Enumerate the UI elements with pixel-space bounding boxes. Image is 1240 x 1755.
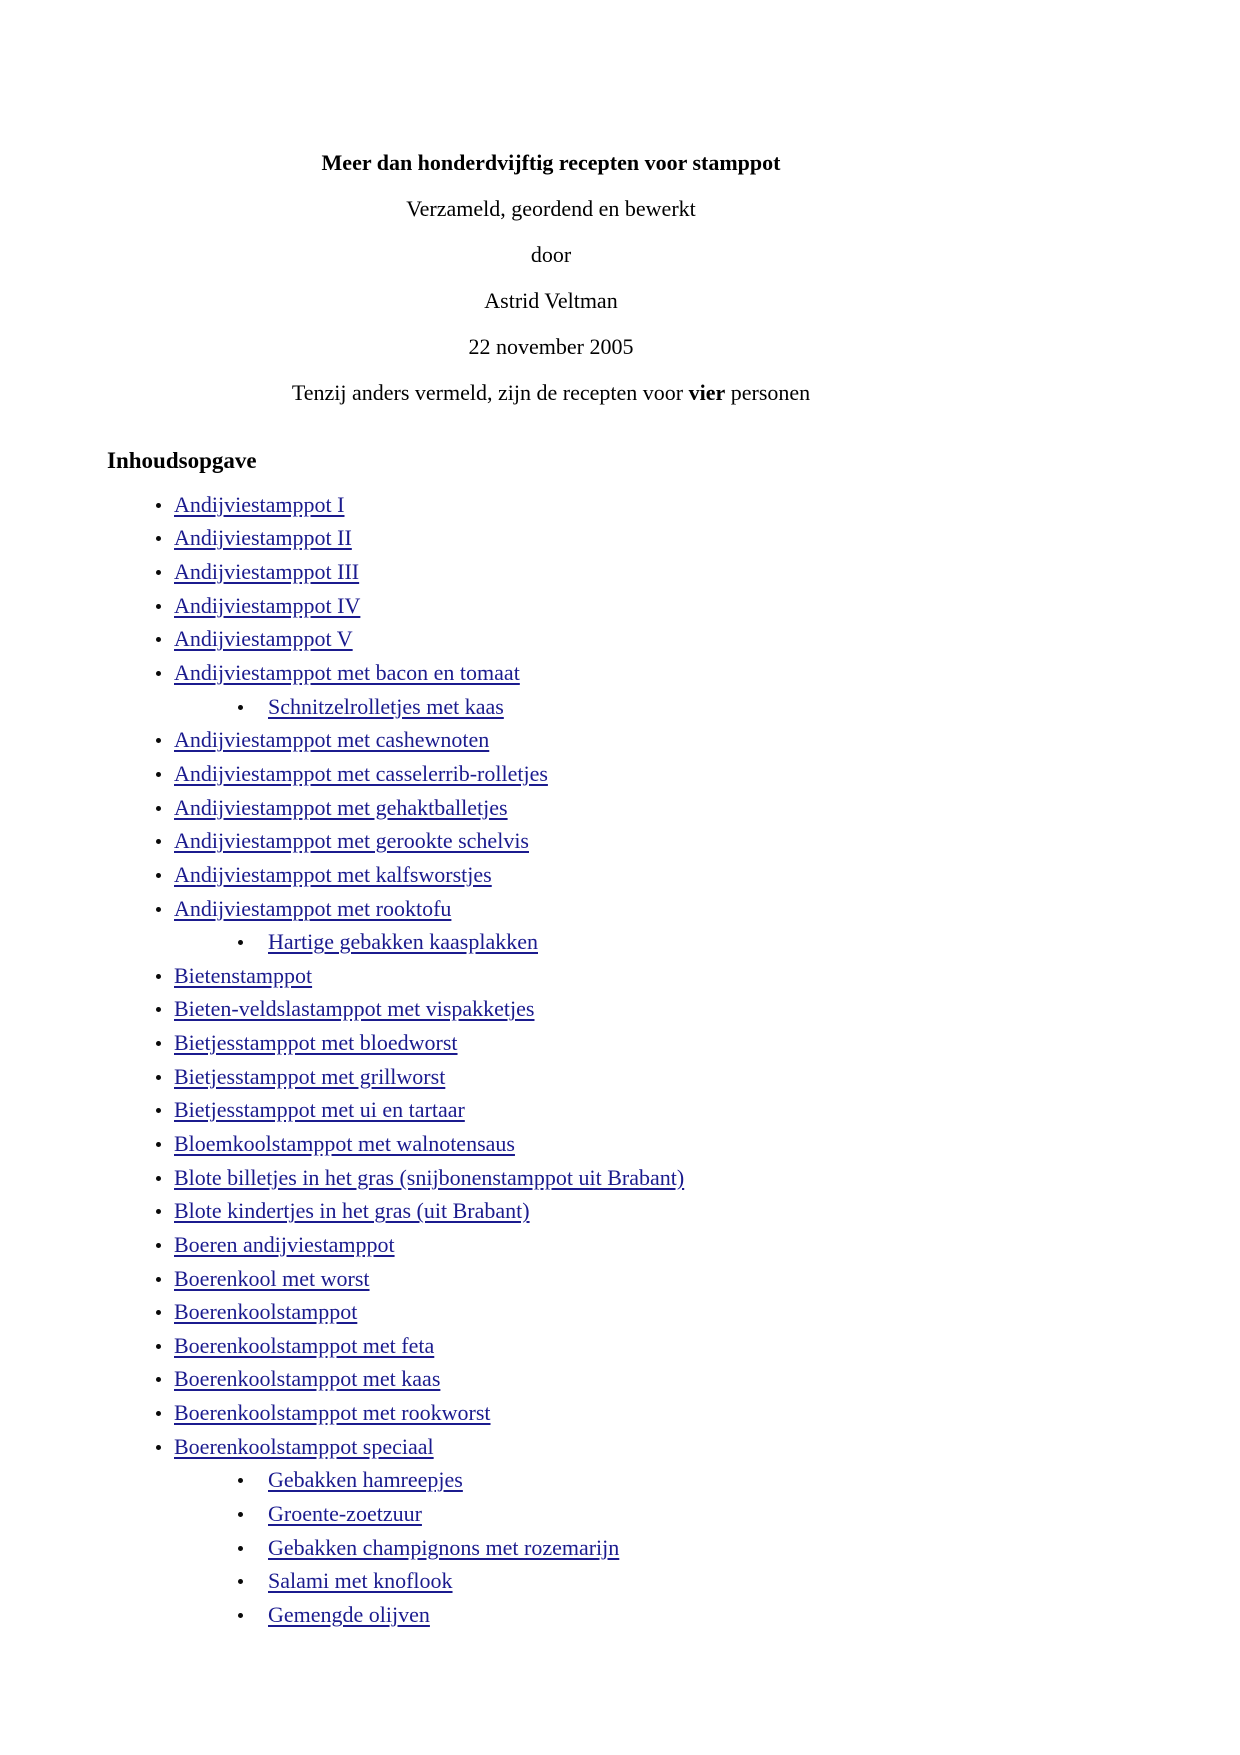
bullet-icon	[156, 1243, 161, 1248]
author-name: Astrid Veltman	[484, 288, 618, 313]
bullet-icon	[156, 1344, 161, 1349]
bullet-icon	[238, 705, 243, 710]
toc-item	[105, 1094, 997, 1128]
toc-item	[105, 1565, 997, 1599]
toc-link[interactable]: Boerenkoolstamppot met feta	[174, 1332, 435, 1358]
toc-item	[105, 1262, 997, 1296]
toc-link[interactable]: Andijviestamppot met cashewnoten	[174, 727, 490, 753]
bullet-icon	[156, 570, 161, 575]
document-subtitle: Verzameld, geordend en bewerkt	[406, 196, 696, 221]
document-page	[105, 0, 997, 1632]
toc-link[interactable]: Boerenkoolstamppot	[174, 1299, 358, 1325]
bullet-icon	[156, 1007, 161, 1012]
toc-link[interactable]: Bieten-veldslastamppot met vispakketjes	[174, 996, 535, 1022]
document-header	[105, 0, 997, 416]
bullet-icon	[156, 1310, 161, 1315]
serving-note-prefix: Tenzij anders vermeld, zijn de recepten voor	[291, 380, 689, 405]
toc-link[interactable]: Andijviestamppot met casselerrib-rolletjes	[174, 760, 548, 786]
document-date: 22 november 2005	[468, 334, 634, 359]
toc-item	[105, 1161, 997, 1195]
serving-note	[105, 370, 997, 416]
toc-link[interactable]: Bietjesstamppot met bloedworst	[174, 1030, 458, 1056]
toc-link[interactable]: Andijviestamppot V	[174, 626, 353, 652]
toc-item	[105, 1228, 997, 1262]
toc-item	[105, 824, 997, 858]
bullet-icon	[238, 940, 243, 945]
toc-item	[105, 656, 997, 690]
toc-link[interactable]: Andijviestamppot IV	[174, 592, 361, 618]
toc-link[interactable]: Salami met knoflook	[268, 1568, 453, 1594]
toc-link[interactable]: Andijviestamppot I	[174, 491, 345, 517]
toc-heading: Inhoudsopgave	[107, 448, 257, 473]
bullet-icon	[156, 806, 161, 811]
toc-list	[105, 488, 997, 1632]
toc-link[interactable]: Andijviestamppot III	[174, 559, 360, 585]
bullet-icon	[156, 974, 161, 979]
bullet-icon	[156, 873, 161, 878]
bullet-icon	[238, 1512, 243, 1517]
bullet-icon	[156, 503, 161, 508]
toc-link[interactable]: Andijviestamppot met gehaktballetjes	[174, 794, 508, 820]
bullet-icon	[156, 1377, 161, 1382]
toc-item	[105, 925, 997, 959]
toc-link[interactable]: Bietjesstamppot met grillworst	[174, 1063, 446, 1089]
toc-item	[105, 1598, 997, 1632]
toc-link[interactable]: Bietenstamppot	[174, 962, 313, 988]
bullet-icon	[156, 772, 161, 777]
byline-word: door	[530, 242, 572, 267]
toc-link[interactable]: Boerenkool met worst	[174, 1265, 370, 1291]
toc-item	[105, 757, 997, 791]
toc-link[interactable]: Andijviestamppot met bacon en tomaat	[174, 660, 520, 686]
toc-item	[105, 1464, 997, 1498]
toc-item	[105, 959, 997, 993]
bullet-icon	[156, 1277, 161, 1282]
bullet-icon	[156, 1108, 161, 1113]
toc-item	[105, 1060, 997, 1094]
toc-item	[105, 1497, 997, 1531]
toc-link[interactable]: Boerenkoolstamppot met rookworst	[174, 1400, 491, 1426]
toc-item	[105, 555, 997, 589]
toc-link[interactable]: Gemengde olijven	[268, 1601, 430, 1627]
toc-link[interactable]: Boerenkoolstamppot speciaal	[174, 1433, 434, 1459]
toc-item	[105, 1194, 997, 1228]
toc-link[interactable]: Andijviestamppot met gerookte schelvis	[174, 828, 529, 854]
toc-item	[105, 1026, 997, 1060]
toc-item	[105, 791, 997, 825]
toc-item	[105, 892, 997, 926]
toc-link[interactable]: Boeren andijviestamppot	[174, 1231, 395, 1257]
toc-link[interactable]: Gebakken champignons met rozemarijn	[268, 1534, 620, 1560]
toc-item	[105, 858, 997, 892]
toc-item	[105, 1430, 997, 1464]
toc-item	[105, 1127, 997, 1161]
toc-item	[105, 993, 997, 1027]
bullet-icon	[156, 1075, 161, 1080]
toc-link[interactable]: Schnitzelrolletjes met kaas	[268, 693, 504, 719]
toc-item	[105, 723, 997, 757]
bullet-icon	[238, 1579, 243, 1584]
bullet-icon	[156, 907, 161, 912]
bullet-icon	[156, 1041, 161, 1046]
bullet-icon	[156, 839, 161, 844]
bullet-icon	[238, 1546, 243, 1551]
bullet-icon	[156, 1176, 161, 1181]
toc-link[interactable]: Andijviestamppot II	[174, 525, 352, 551]
bullet-icon	[156, 536, 161, 541]
bullet-icon	[156, 1411, 161, 1416]
toc-item	[105, 1363, 997, 1397]
toc-link[interactable]: Blote kindertjes in het gras (uit Brabant)	[174, 1198, 530, 1224]
toc-link[interactable]: Boerenkoolstamppot met kaas	[174, 1366, 441, 1392]
bullet-icon	[156, 1445, 161, 1450]
serving-note-bold: vier	[688, 380, 726, 405]
toc-item	[105, 623, 997, 657]
toc-item	[105, 522, 997, 556]
document-title: Meer dan honderdvijftig recepten voor stamppot	[321, 150, 781, 175]
toc-link[interactable]: Bietjesstamppot met ui en tartaar	[174, 1097, 465, 1123]
bullet-icon	[238, 1613, 243, 1618]
bullet-icon	[156, 671, 161, 676]
toc-link[interactable]: Andijviestamppot met rooktofu	[174, 895, 452, 921]
toc-item	[105, 488, 997, 522]
toc-link[interactable]: Bloemkoolstamppot met walnotensaus	[174, 1130, 515, 1156]
toc-item	[105, 1396, 997, 1430]
toc-link[interactable]: Blote billetjes in het gras (snijbonenstamppot uit Brabant)	[174, 1164, 685, 1190]
toc-item	[105, 1295, 997, 1329]
toc-item	[105, 589, 997, 623]
toc-item	[105, 1531, 997, 1565]
toc-link[interactable]: Groente-zoetzuur	[268, 1501, 422, 1527]
toc-link[interactable]: Andijviestamppot met kalfsworstjes	[174, 861, 492, 887]
toc-item	[105, 690, 997, 724]
toc-link[interactable]: Gebakken hamreepjes	[268, 1467, 463, 1493]
bullet-icon	[156, 1142, 161, 1147]
bullet-icon	[238, 1478, 243, 1483]
serving-note-suffix: personen	[725, 380, 811, 405]
toc-item	[105, 1329, 997, 1363]
bullet-icon	[156, 604, 161, 609]
bullet-icon	[156, 738, 161, 743]
bullet-icon	[156, 637, 161, 642]
toc-link[interactable]: Hartige gebakken kaasplakken	[268, 929, 538, 955]
bullet-icon	[156, 1209, 161, 1214]
